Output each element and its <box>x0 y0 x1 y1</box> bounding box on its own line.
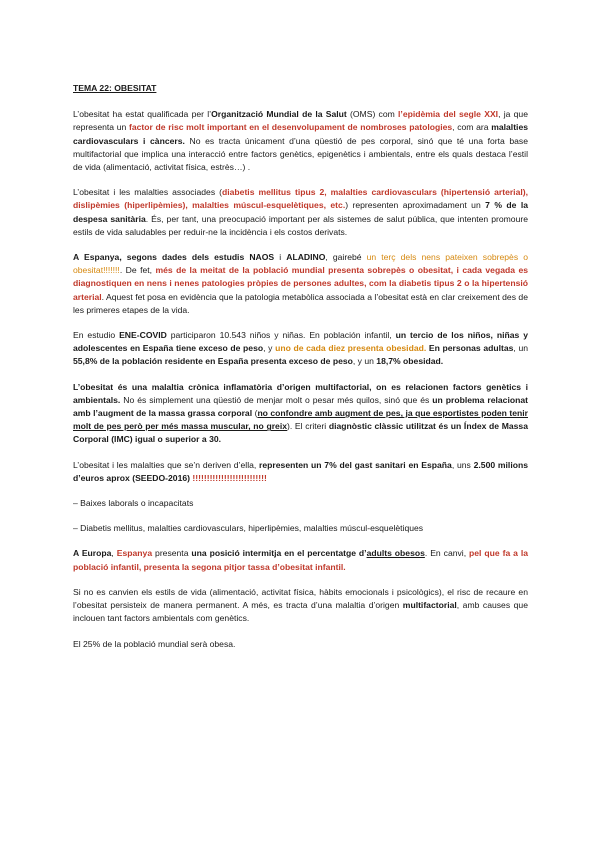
text-run: ) representen aproximadament un <box>345 200 486 211</box>
list-item-work-absence: – Baixes laborals o incapacitats <box>73 498 194 509</box>
paragraph-world-forecast: El 25% de la població mundial serà obesa. <box>73 638 236 649</box>
text-run: , gairebé <box>325 252 367 263</box>
text-run: En estudio <box>73 330 120 341</box>
text-run: adults obesos <box>366 548 425 559</box>
text-run: malalties cardiovasculars i càncers. <box>73 122 529 146</box>
text-run: L’obesitat i les malalties associades ( <box>73 187 222 198</box>
text-run: L’obesitat és una malaltia crònica inflamatòria d’origen multifactorial, on es relacionen factors genètics i ambientals. <box>73 381 528 405</box>
text-run: 55,8% de la población residente en España presenta exceso de peso <box>73 356 353 367</box>
text-run: Organització Mundial de la Salut <box>211 109 347 120</box>
text-run: . De fet, <box>119 265 156 276</box>
paragraph-ene-covid <box>73 329 528 369</box>
text-run: representen un 7% del gast sanitari en España <box>259 459 452 470</box>
text-run: ( <box>252 408 258 419</box>
text-run: un problema relacionat amb l’augment de la massa grassa corporal <box>73 394 528 419</box>
paragraph-europe <box>73 547 528 573</box>
paragraph-associated-diseases <box>73 186 528 239</box>
paragraph-health-spending <box>73 459 528 485</box>
text-run: . És, per tant, una preocupació important per als sistemes de salut pública, que intenten promoure estils de vida saludables per reduir-ne la incidència i els costos derivats. <box>73 213 528 237</box>
text-run: un terç dels nens pateixen sobrepès o obesitat!!!!!!! <box>73 252 528 276</box>
text-run: l’epidèmia del segle XXI <box>398 109 499 120</box>
text-run: ). El criteri <box>287 421 329 432</box>
text-run: , ja que representa un <box>73 109 528 133</box>
text-run: participaron 10.543 niños y niñas. En población infantil, <box>166 330 396 341</box>
text-run: . En canvi, <box>424 548 470 559</box>
text-run: A Europa <box>73 548 112 559</box>
list-item-diseases: – Diabetis mellitus, malalties cardiovasculars, hiperlipèmies, malalties múscul-esquelètiques <box>73 523 424 534</box>
text-run: uno de cada diez presenta obesidad. <box>275 343 427 354</box>
text-run: En personas adultas <box>426 343 514 354</box>
text-run: L’obesitat ha estat qualificada per l’ <box>73 109 212 120</box>
text-run: diagnòstic clàssic utilitzat és un Índex de Massa Corporal (IMC) igual o superior a 30. <box>73 421 528 445</box>
text-run: diabetis mellitus tipus 2, malalties cardiovasculars (hipertensió arterial), dislipèmies (hiperlipèmies), malalties múscul-esquelètiques, etc. <box>73 187 528 211</box>
text-run: ALADINO <box>286 252 326 263</box>
text-run: !!!!!!!!!!!!!!!!!!!!!!!!!! <box>190 472 267 483</box>
text-run: , amb causes que inclouen tant factors ambientals com genètics. <box>73 600 528 624</box>
paragraph-lifestyle <box>73 586 528 626</box>
text-run: , y <box>263 343 276 354</box>
text-run: ENE-COVID <box>119 330 167 341</box>
text-run: , un <box>513 343 528 354</box>
text-run: , y un <box>352 356 377 367</box>
text-run: 18,7% obesidad. <box>376 356 444 367</box>
text-run: multifactorial <box>402 600 457 611</box>
text-run: Espanya <box>116 548 153 559</box>
text-run: 7 % de la despesa sanitària <box>73 200 528 224</box>
text-run: , com ara <box>452 122 492 133</box>
text-run: un tercio de los niños, niñas y adolescentes en España tiene exceso de peso <box>73 330 529 354</box>
text-run: no confondre amb augment de pes, ja que esportistes poden tenir molt de pes però per més massa muscular, no greix <box>73 408 528 432</box>
text-run: NAOS <box>249 252 275 263</box>
text-run: més de la meitat de la població mundial presenta sobrepès o obesitat, i cada vegada es diagnostiquen en nens i nenes patologies pròpies de persones adultes, com la diabetis tipus 2 o la hipertensió arterial <box>73 265 528 302</box>
text-run: factor de risc molt important en el desenvolupament de nombroses patologies <box>128 122 453 133</box>
text-run: A Espanya, segons dades dels estudis <box>73 252 250 263</box>
text-run: una posició intermitja en el percentatge d’ <box>191 548 367 559</box>
document-title: TEMA 22: OBESITAT <box>73 83 157 93</box>
text-run: i <box>274 252 287 263</box>
text-run: (OMS) com <box>346 109 399 120</box>
text-run: No és simplement una qüestió de menjar molt o pesar més quilos, sinó que és <box>120 394 433 405</box>
text-run: pel que fa a la població infantil, presenta la segona pitjor tassa d’obesitat infantil. <box>73 548 529 572</box>
text-run: 2.500 milions d’euros aprox (SEEDO-2016) <box>73 459 528 483</box>
text-run: , <box>111 548 117 559</box>
paragraph-chronic-disease <box>73 381 528 447</box>
text-run: No es tracta únicament d’una qüestió de pes corporal, sinó que té una forta base multifactorial que implica una interacció entre factors genètics, epigenètics i ambientals, entre els quals destaca l’estil de vida (alimentació, activitat física, estrès…) . <box>73 135 528 173</box>
text-run: . Aquest fet posa en evidència que la patologia metabòlica associada a l’obesitat està en clar creixement des de les primeres etapes de la vida. <box>73 291 528 315</box>
text-run: Si no es canvien els estils de vida (alimentació, activitat física, hàbits emocionals i psicològics), el risc de recaure en l’obesitat persisteix de manera permanent. A més, es tracta d’una malaltia d’origen <box>73 586 528 611</box>
text-run: L’obesitat i les malalties que se’n deriven d’ella, <box>73 459 260 470</box>
paragraph-oms <box>73 108 528 174</box>
text-run: , uns <box>451 459 474 470</box>
text-run: presenta <box>152 548 192 559</box>
paragraph-spain-naos-aladino <box>73 251 528 317</box>
